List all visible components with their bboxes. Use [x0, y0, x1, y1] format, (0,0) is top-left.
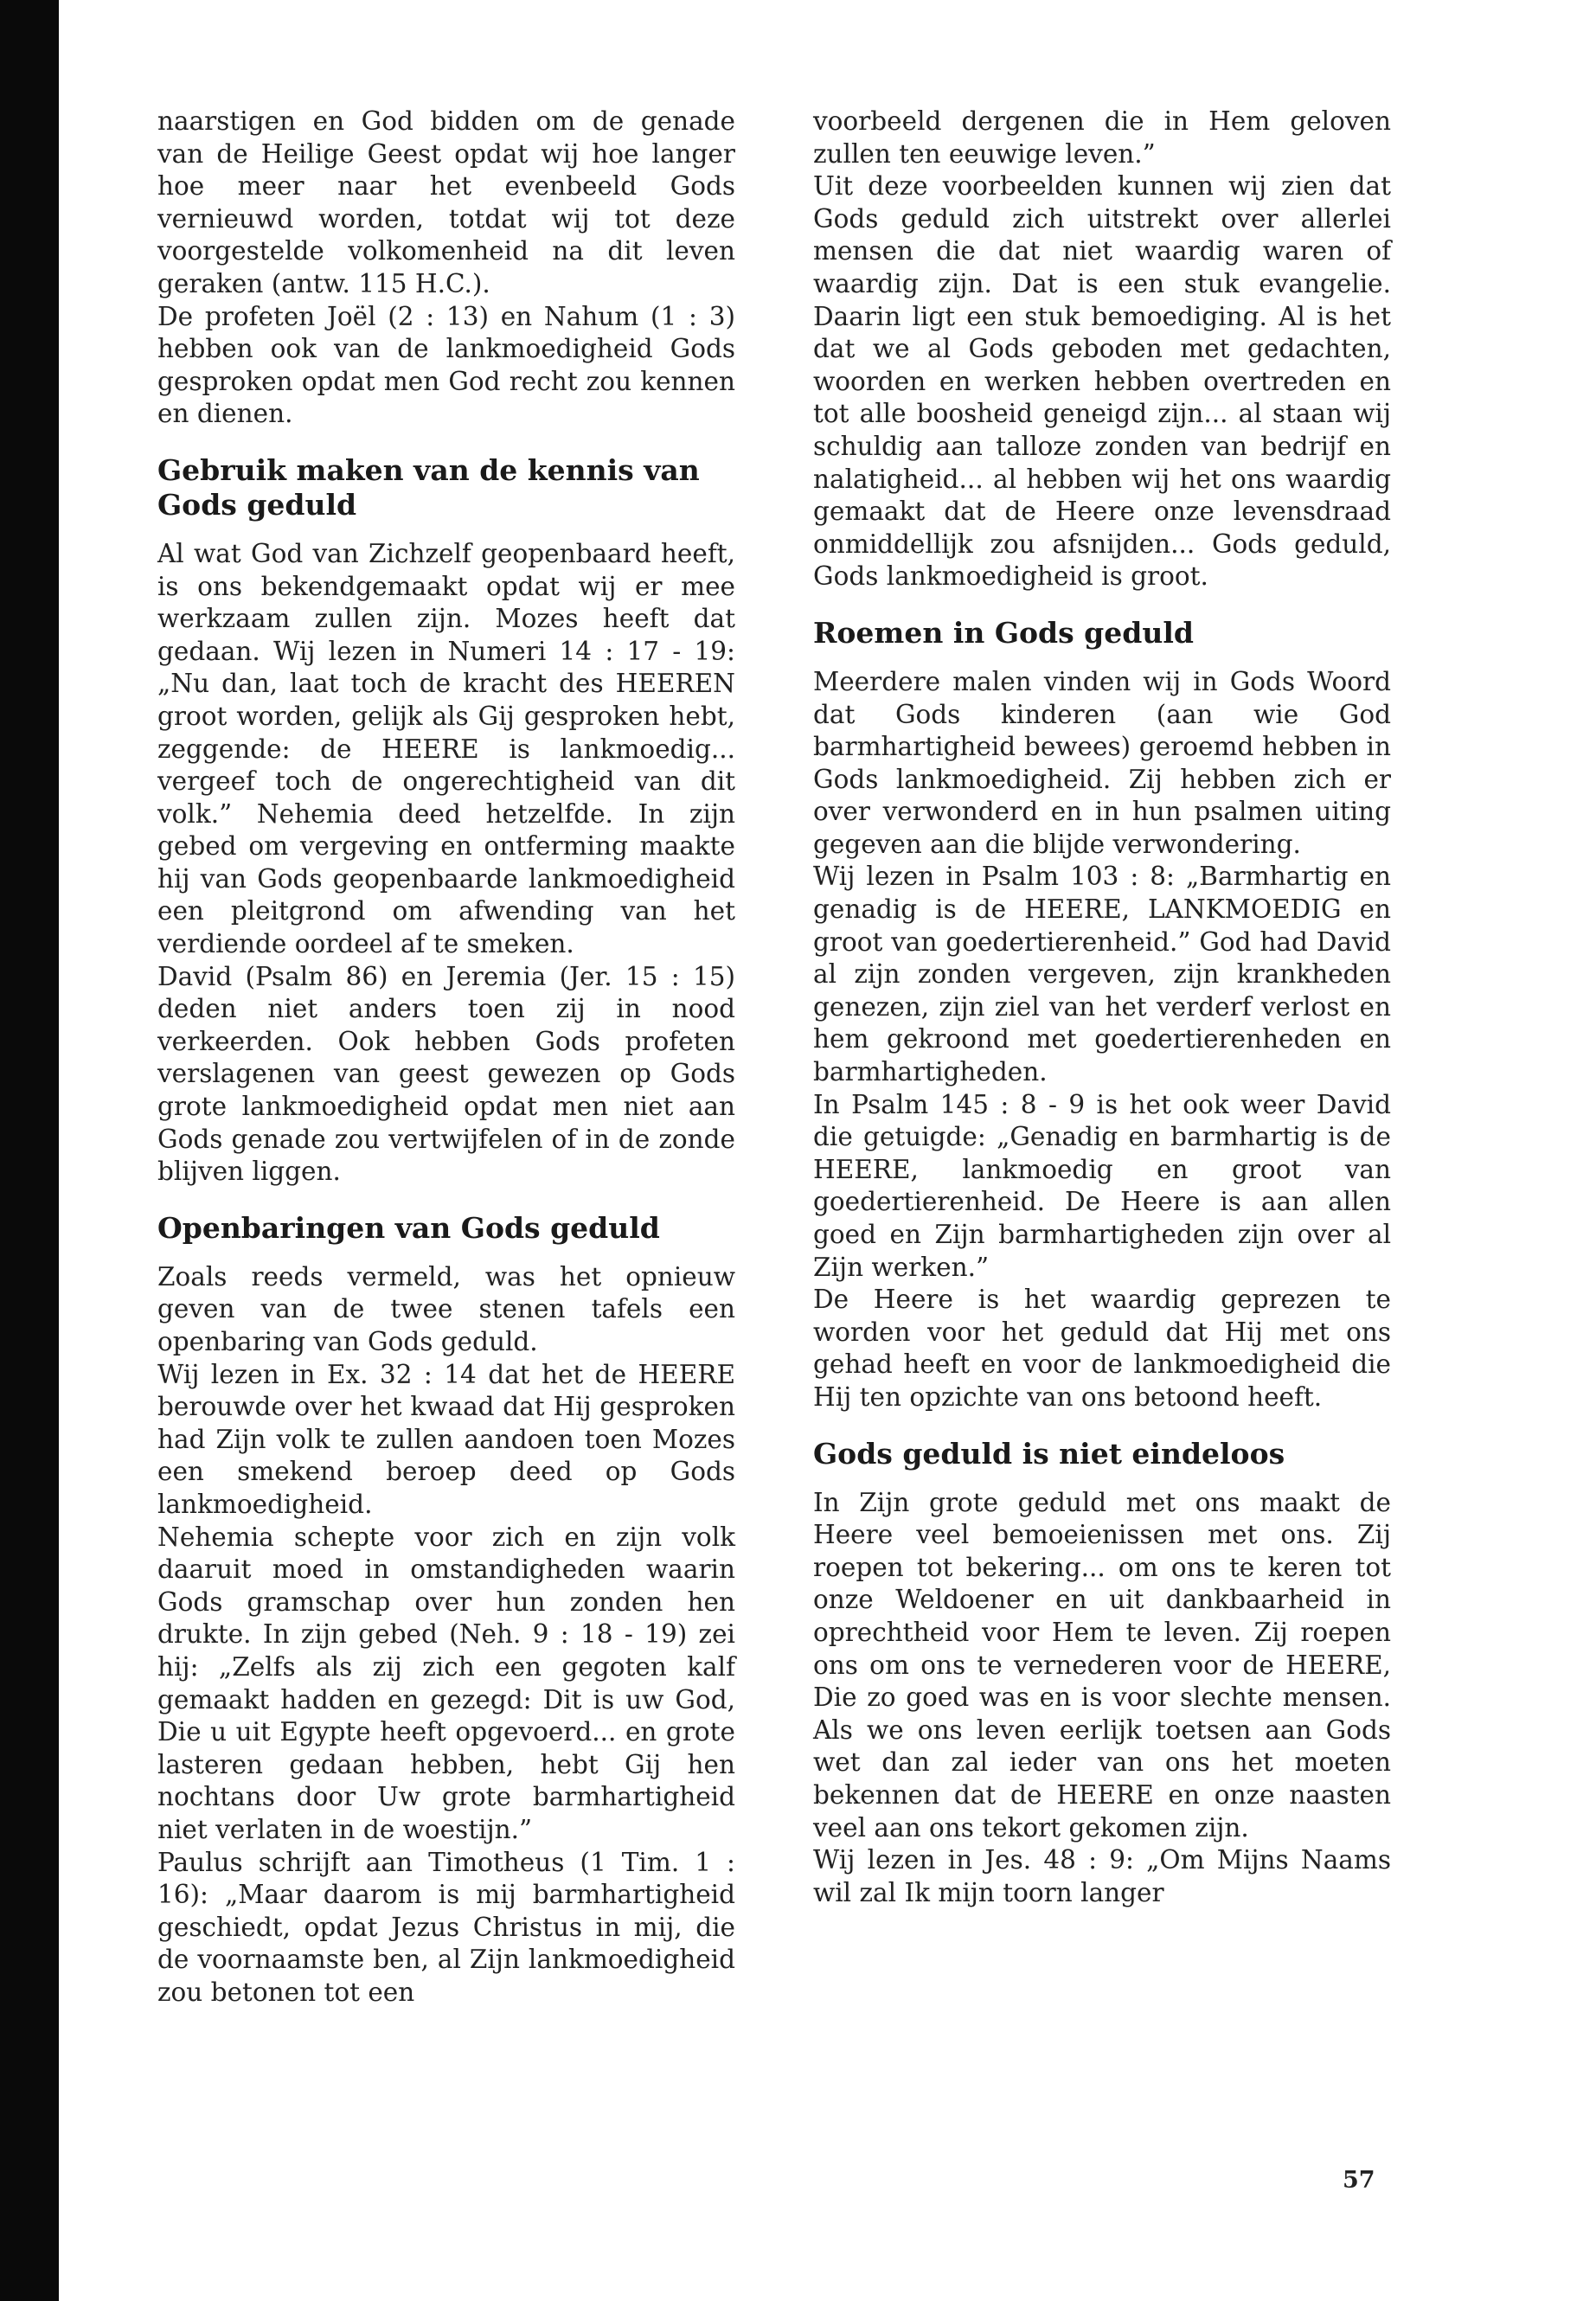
- paragraph: Nehemia schepte voor zich en zijn volk daaruit moed in omstandigheden waarin Gods gramschap over hun zonden hen drukte. In zijn gebed (Neh. 9 : 18 - 19) zei hij: „Zelfs als zij zich een gegoten kalf gemaakt hadden en gezegd: Dit is uw God, Die u uit Egypte heeft opgevoerd... en grote lasteren gedaan hebben, hebt Gij hen nochtans door Uw grote barmhartigheid niet verlaten in de woestijn.”: [157, 1522, 735, 1844]
- section-heading: Openbaringen van Gods geduld: [157, 1210, 660, 1245]
- section-heading: Gebruik maken van de kennis van Gods geduld: [157, 452, 700, 522]
- paragraph: Wij lezen in Jes. 48 : 9: „Om Mijns Naams wil zal Ik mijn toorn langer: [813, 1845, 1391, 1907]
- left-column: [157, 106, 735, 2009]
- paragraph: Wij lezen in Ex. 32 : 14 dat het de HEERE berouwde over het kwaad dat Hij gesproken had Zijn volk te zullen aandoen toen Mozes een smekend beroep deed op Gods lankmoedigheid.: [157, 1359, 735, 1519]
- paragraph: Wij lezen in Psalm 103 : 8: „Barmhartig en genadig is de HEERE, LANKMOEDIG en groot van goedertierenheid.” God had David al zijn zonden vergeven, zijn krankheden genezen, zijn ziel van het verderf verlost en hem gekroond met goedertierenheden en barmhartigheden.: [813, 862, 1391, 1087]
- paragraph: Uit deze voorbeelden kunnen wij zien dat Gods geduld zich uitstrekt over allerlei mensen die dat niet waardig waren of waardig zijn. Dat is een stuk evangelie. Daarin ligt een stuk bemoediging. Al is het dat we al Gods geboden met gedachten, woorden en werken hebben overtreden en tot alle boosheid geneigd zijn... al staan wij schuldig aan talloze zonden van bedrijf en nalatigheid... al hebben wij het ons waardig gemaakt dat de Heere onze levensdraad onmiddellijk zou afsnijden... Gods geduld, Gods lankmoedigheid is groot.: [813, 171, 1391, 592]
- page-number: 57: [1343, 2167, 1375, 2194]
- paragraph: In Psalm 145 : 8 - 9 is het ook weer David die getuigde: „Genadig en barmhartig is de HEERE, lankmoedig en groot van goedertierenheid. De Heere is aan allen goed en Zijn barmhartigheden zijn over al Zijn werken.”: [813, 1089, 1391, 1282]
- paragraph: naarstigen en God bidden om de genade van de Heilige Geest opdat wij hoe langer hoe meer naar het evenbeeld Gods vernieuwd worden, totdat wij tot deze voorgestelde volkomenheid na dit leven geraken (antw. 115 H.C.).: [157, 106, 735, 298]
- paragraph: De profeten Joël (2 : 13) en Nahum (1 : 3) hebben ook van de lankmoedigheid Gods gesproken opdat men God recht zou kennen en dienen.: [157, 301, 735, 429]
- paragraph: In Zijn grote geduld met ons maakt de Heere veel bemoeienissen met ons. Zij roepen tot bekering... om ons te keren tot onze Weldoener en uit dankbaarheid in oprechtheid voor Hem te leven. Zij roepen ons om ons te vernederen voor de HEERE, Die zo goed was en is voor slechte mensen. Als we ons leven eerlijk toetsen aan Gods wet dan zal ieder van ons het moeten bekennen dat de HEERE en onze naasten veel aan ons tekort gekomen zijn.: [813, 1487, 1391, 1843]
- paragraph: Zoals reeds vermeld, was het opnieuw geven van de twee stenen tafels een openbaring van Gods geduld.: [157, 1261, 735, 1356]
- paragraph: Meerdere malen vinden wij in Gods Woord dat Gods kinderen (aan wie God barmhartigheid bewees) geroemd hebben in Gods lankmoedigheid. Zij hebben zich er over verwonderd en in hun psalmen uiting gegeven aan die blijde verwondering.: [813, 666, 1391, 859]
- section-heading: Roemen in Gods geduld: [813, 615, 1194, 650]
- paragraph: De Heere is het waardig geprezen te worden voor het geduld dat Hij met ons gehad heeft en voor de lankmoedigheid die Hij ten opzichte van ons betoond heeft.: [813, 1285, 1391, 1412]
- paragraph: David (Psalm 86) en Jeremia (Jer. 15 : 15) deden niet anders toen zij in nood verkeerden. Ook hebben Gods profeten verslagenen van geest gewezen op Gods grote lankmoedigheid opdat men niet aan Gods genade zou vertwijfelen of in de zonde blijven liggen.: [157, 961, 735, 1187]
- paragraph: voorbeeld dergenen die in Hem geloven zullen ten eeuwige leven.”: [813, 106, 1391, 169]
- section-heading: Gods geduld is niet eindeloos: [813, 1436, 1285, 1471]
- paragraph: Al wat God van Zichzelf geopenbaard heeft, is ons bekendgemaakt opdat wij er mee werkzaam zullen zijn. Mozes heeft dat gedaan. Wij lezen in Numeri 14 : 17 - 19: „Nu dan, laat toch de kracht des HEEREN groot worden, gelijk als Gij gesproken hebt, zeggende: de HEERE is lankmoedig... vergeef toch de ongerechtigheid van dit volk.” Nehemia deed hetzelfde. In zijn gebed om vergeving en ontferming maakte hij van Gods geopenbaarde lankmoedigheid een pleitgrond om afwending van het verdiende oordeel af te smeken.: [157, 538, 735, 959]
- right-column: [813, 106, 1391, 1909]
- scan-edge: [0, 0, 59, 2301]
- paragraph: Paulus schrijft aan Timotheus (1 Tim. 1 : 16): „Maar daarom is mij barmhartigheid geschiedt, opdat Jezus Christus in mij, die de voornaamste ben, al Zijn lankmoedigheid zou betonen tot een: [157, 1847, 735, 2007]
